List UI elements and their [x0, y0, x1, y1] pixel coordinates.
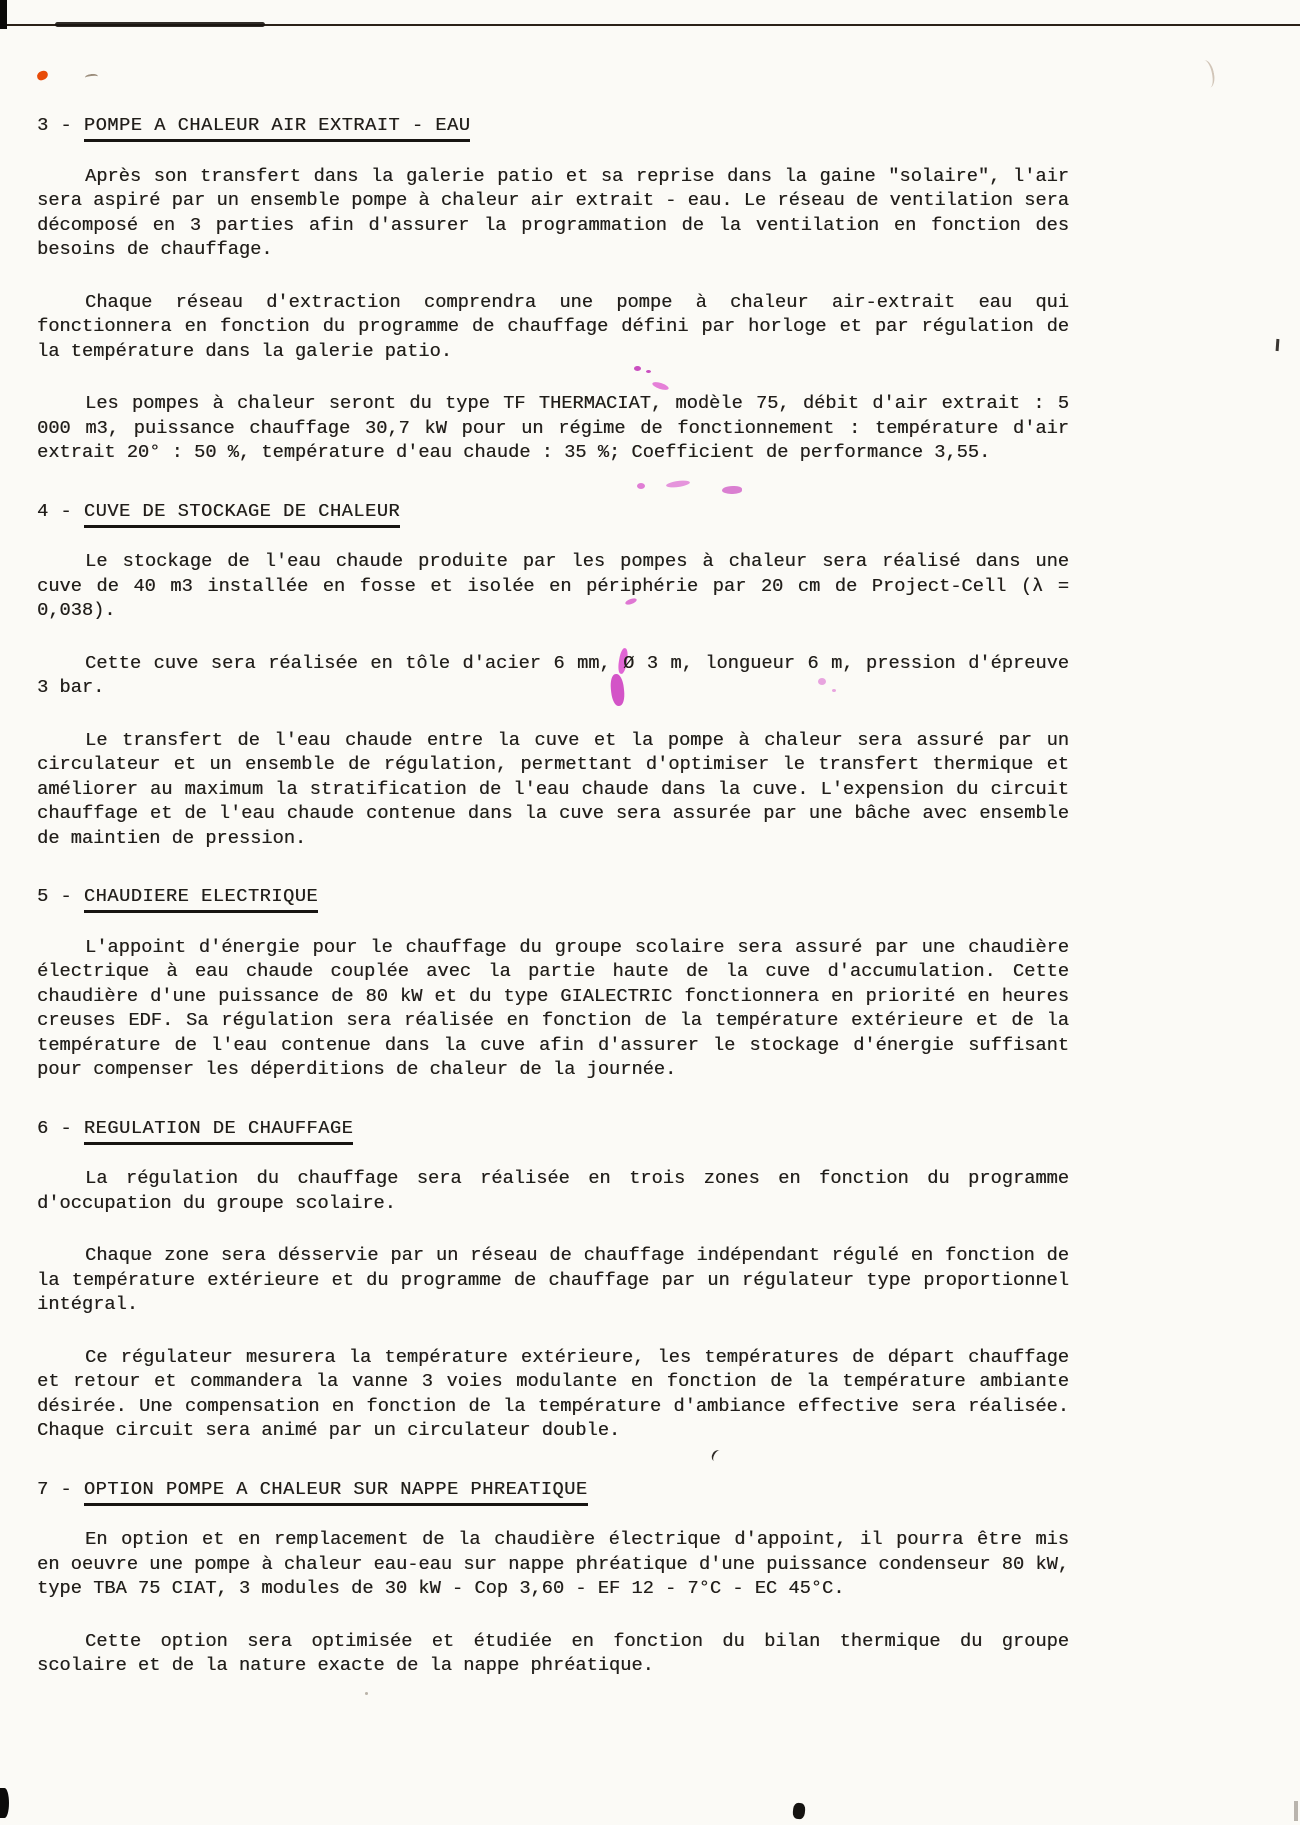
section-number: 4 -: [37, 499, 84, 522]
scan-blob-bottom-center: [792, 1802, 806, 1819]
faint-squiggle-top-right: [1197, 59, 1217, 89]
section-heading: [37, 113, 1069, 138]
scan-corner-mark: [0, 0, 7, 29]
paragraph: Le transfert de l'eau chaude entre la cuve et la pompe à chaleur sera assuré par un circulateur et un ensemble de régulation, permettant d'optimiser le transfert thermique et améliorer au maximum la stratification de l'eau chaude dans la cuve. L'expension du circuit chauffage et de l'eau chaude contenue dans la cuve sera assurée par une bâche avec ensemble de maintien de pression.: [37, 728, 1069, 849]
section-heading: [37, 884, 1069, 909]
paragraph: Cette option sera optimisée et étudiée en fonction du bilan thermique du groupe scolaire et de la nature exacte de la nappe phréatique.: [37, 1629, 1069, 1676]
section-7-option-nappe-phreatique: [37, 1477, 1069, 1678]
section-number: 3 -: [37, 114, 84, 136]
section-title: CHAUDIERE ELECTRIQUE: [84, 885, 318, 913]
section-title: POMPE A CHALEUR AIR EXTRAIT - EAU: [84, 114, 471, 142]
document-body: [37, 113, 1069, 1706]
scan-dash-bottom-right: [1294, 1801, 1298, 1821]
paragraph: Les pompes à chaleur seront du type TF THERMACIAT, modèle 75, débit d'air extrait : 5 000 m3, puissance chauffage 30,7 kW pour un régime de fonctionnement : température d'air extrait 20° : 50 %, température d'eau chaude : 35 %; Coefficient de performance 3,55.: [37, 392, 1069, 463]
section-number: 5 -: [37, 885, 84, 907]
scan-blob-bottom-left: [0, 1788, 9, 1818]
paragraph: Après son transfert dans la galerie patio et sa reprise dans la gaine "solaire", l'air sera aspiré par un ensemble pompe à chaleur air extrait - eau. Le réseau de ventilation sera décomposé en 3 parties afin d'assurer la programmation de la ventilation en fonction des besoins de chauffage.: [37, 164, 1069, 260]
paragraph: Chaque zone sera désservie par un réseau de chauffage indépendant régulé en fonction de la température extérieure et du programme de chauffage par un régulateur type proportionnel intégral.: [37, 1244, 1069, 1315]
section-3-pompe-a-chaleur: [37, 113, 1069, 465]
paragraph: Cette cuve sera réalisée en tôle d'acier 6 mm, Ø 3 m, longueur 6 m, pression d'épreuve 3 bar.: [37, 651, 1069, 698]
section-4-cuve-de-stockage: [37, 499, 1069, 851]
scan-top-edge-line-thick: [55, 22, 265, 27]
section-number: 7 -: [37, 1477, 84, 1500]
orange-ink-spot: [36, 70, 49, 82]
paragraph: Le stockage de l'eau chaude produite par les pompes à chaleur sera réalisé dans une cuve de 40 m3 installée en fosse et isolée en périphérie par 20 cm de Project-Cell (λ = 0,038).: [37, 550, 1069, 621]
stray-ink-tick-right: [1276, 339, 1280, 351]
section-heading: [37, 1116, 1069, 1141]
section-number: 6 -: [37, 1116, 84, 1139]
paragraph: En option et en remplacement de la chaudière électrique d'appoint, il pourra être mis en oeuvre une pompe à chaleur eau-eau sur nappe phréatique d'une puissance condenseur 80 kW, type TBA 75 CIAT, 3 modules de 30 kW - Cop 3,60 - EF 12 - 7°C - EC 45°C.: [37, 1528, 1069, 1599]
section-6-regulation-de-chauffage: [37, 1116, 1069, 1443]
section-heading: [37, 1477, 1069, 1502]
paragraph: L'appoint d'énergie pour le chauffage du groupe scolaire sera assuré par une chaudière électrique à eau chaude couplée avec la partie haute de la cuve d'accumulation. Cette chaudière d'une puissance de 80 kW et du type GIALECTRIC fonctionnera en priorité en heures creuses EDF. Sa régulation sera réalisée en fonction de la température extérieure et de la température de l'eau contenue dans la cuve afin d'assurer le stockage d'énergie suffisant pour compenser les déperditions de chaleur de la journée.: [37, 935, 1069, 1080]
section-title: OPTION POMPE A CHALEUR SUR NAPPE PHREATIQUE: [84, 1478, 588, 1506]
section-title: CUVE DE STOCKAGE DE CHALEUR: [84, 500, 400, 528]
paragraph: Chaque réseau d'extraction comprendra une pompe à chaleur air-extrait eau qui fonctionnera en fonction du programme de chauffage défini par horloge et par régulation de la température dans la galerie patio.: [37, 290, 1069, 362]
section-heading: [37, 499, 1069, 524]
pencil-tilde-mark: [85, 73, 99, 80]
section-5-chaudiere-electrique: [37, 884, 1069, 1082]
paragraph: Ce régulateur mesurera la température extérieure, les températures de départ chauffage et retour et commandera la vanne 3 voies modulante en fonction de la température ambiante désirée. Une compensation en fonction de la température d'ambiance effective sera réalisée. Chaque circuit sera animé par un circulateur double.: [37, 1345, 1069, 1441]
section-title: REGULATION DE CHAUFFAGE: [84, 1117, 353, 1145]
paragraph: La régulation du chauffage sera réalisée en trois zones en fonction du programme d'occupation du groupe scolaire.: [37, 1167, 1069, 1214]
